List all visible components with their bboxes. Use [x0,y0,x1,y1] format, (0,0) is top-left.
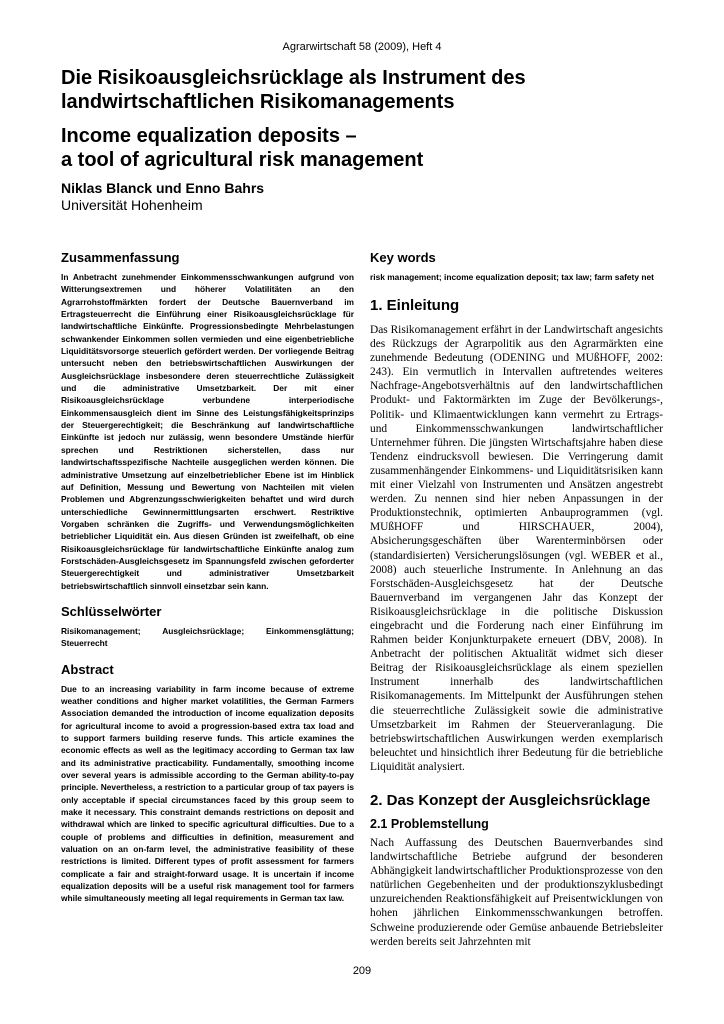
right-column [370,250,663,949]
journal-header: Agrarwirtschaft 58 (2009), Heft 4 [282,41,442,53]
german-title [61,66,671,114]
zusammenfassung-heading: Zusammenfassung [61,250,180,265]
authors: Niklas Blanck und Enno Bahrs [61,180,265,196]
schluesselwoerter-heading: Schlüsselwörter [61,603,162,619]
english-title [61,124,671,172]
title-block [61,66,671,214]
abstract-text: Due to an increasing variability in farm income because of extreme weather conditions and higher market volatilities, the German Farmers Association demanded the introduction of income equalization deposits for agricultural income to avoid a progression-based extra tax load and to support farmers building reserve funds. This article examines the economic effects as well as the legitimacy according to German tax law and its administrative practicability. Fundamentally, smoothing income over several years is admissible according to the German ability-to-pay principle. Nevertheless, a restriction to a particular group of tax payers is only acceptable if special circumstances faced by this group seem to make it necessary. This constraint demands restrictions on deposit and withdrawal which are linked to specific agricultural difficulties. Due to a couple of problems and difficulties in definition, measurement and valuation on an on-farm level, the administrative feasibility of these restrictions is limited. Different types of profit assessment for farmers complicate a fair and straight-forward usage. It is uncertain if income equalization deposits will be a useful risk management tool for farmers while simultaneously meeting all legal requirements in German tax law. [61,683,354,904]
section-1-heading: 1. Einleitung [370,297,460,314]
section-1-text: Das Risikomanagement erfährt in der Landwirtschaft angesichts des Rückzugs der Agrarpolitik aus den Agrarmärkten eine zunehmende Bedeutung (ODENING und MUßHOFF, 2002: 243). Ein vermutlich in Intervallen auftretendes weiteres Nachfrage-Angebotsverhältnis auf den landwirtschaftlichen Produkt- und Faktormärkten im Zuge der Bevölkerungs-, Politik- und Klimaentwicklungen kann vermehrt zu Ertrags- und Einkommensschwankungen landwirtschaftlicher Unternehmer führen. Die jüngsten Wirtschaftsjahre haben diese Tendenz eindrucksvoll bewiesen. Die Verringerung damit zusammenhängender Einkommens- und Liquiditätsrisiken kann mit einer Vielzahl von Instrumenten und Ansätzen angestrebt werden. Zu nennen sind hier neben Anpassungen in der Produktionstechnik, optimierten Anbauprogrammen (vgl. MUßHOFF und HIRSCHAUER, 2004), Absicherungsgeschäften über Warenterminbörsen oder (standardisierten) Versicherungslösungen (vgl. WEBER et al., 2008) auch steuerliche Instrumente. In Anlehnung an das Forstschäden-Ausgleichsgesetz hat der Deutsche Bauernverband im vergangenen Jahr das Konzept der Risikoausgleichsrücklage in die politische Diskussion eingebracht und die Forderung nach einer Einführung im Rahmen beider Konjunkturpakete erneuert (DBV, 2008). In Anbetracht der politischen Aktualität widmet sich dieser Beitrag der Risikoausgleichsrücklage als einem speziellen Instrument innerhalb des landwirtschaftlichen Risikomanagements. Im Mittelpunkt der Ausführungen stehen die steuerrechtliche Zulässigkeit sowie die administrative Umsetzbarkeit im Rahmen der Steuerveranlagung. Die betriebswirtschaftlichen Auswirkungen werden exemplarisch beleuchtet und hinsichtlich ihrer Bedeutung für die betriebliche Liquidität analysiert. [370,324,663,773]
keywords-heading: Key words [370,250,436,265]
schluesselwoerter-text: Risikomanagement; Ausgleichsrücklage; Einkommensglättung; Steuerrecht [61,625,354,649]
german-title-line-1: Die Risikoausgleichsrücklage als Instrument des [61,67,526,89]
german-title-line-2: landwirtschaftlichen Risikomanagements [61,91,455,113]
section-2-1-text: Nach Auffassung des Deutschen Bauernverbandes sind landwirtschaftliche Betriebe aufgrund der besonderen Abhängigkeit landwirtschaftlicher Produktionsprozesse von den natürlichen Gegebenheiten und der produktionszyklusbedingt unzureichenden Reaktionsfähigkeit auf Preisentwicklungen von hohen jährlichen Einkommensschwankungen betroffen. Schweine produzierende oder Gemüse anbauende Betriebsleiter werden bereits seit Jahrzehnten mit [370,837,663,948]
english-title-line-1: Income equalization deposits – [61,125,357,147]
left-column [61,250,354,905]
page-number: 209 [352,965,372,977]
abstract-heading: Abstract [61,661,114,677]
zusammenfassung-text: In Anbetracht zunehmender Einkommensschwankungen aufgrund von Witterungsextremen und höherer Volatilitäten an den Agrarrohstoffmärkten fordert der Deutsche Bauernverband im Ertragsteuerrecht die Einführung einer Risikoausgleichsrücklage für landwirtschaftliche Einkünfte. Progressionsbedingte Mehrbelastungen schwankender Einkommen sollen vermieden und eine eigenbetriebliche Liquiditätsvorsorge steuerlich gefördert werden. Der vorliegende Beitrag untersucht neben den betriebswirtschaftlichen Auswirkungen der Ausgleichsrücklage insbesondere deren steuerrechtliche Zulässigkeit und die administrative Umsetzbarkeit. Der mit einer Risikoausgleichsrücklage verbundene interperiodische Einkommensausgleich dient im Sinne des Leistungsfähigkeitsprinzips der Steuergerechtigkeit; die Beschränkung auf landwirtschaftliche Einkünfte ist jedoch nur zulässig, wenn besondere Umstände hierfür sprechen und Restriktionen sicherstellen, dass nur landwirtschaftsspezifische Nachteile ausgeglichen werden können. Die administrative Umsetzung auf einzelbetrieblicher Ebene ist im Hinblick auf Definition, Messung und Bewertung von Nachteilen mit vielen Problemen und Abgrenzungsschwierigkeiten behaftet und wird durch unterschiedliche Gewinnermittlungsarten erschwert. Restriktive Vorgaben schränken die Zugriffs- und Verwendungsmöglichkeiten betrieblicher Liquidität ein. Aus diesen Gründen ist zweifelhaft, ob eine Risikoausgleichsrücklage für landwirtschaftliche Einkünfte analog zum Forstschäden-Ausgleichsgesetz im Spannungsfeld zwischen geforderter Steuergerechtigkeit und administrativer Umsetzbarkeit betriebswirtschaftlich sinnvoll einsetzbar sein kann. [61,272,354,591]
english-title-line-2: a tool of agricultural risk management [61,149,424,171]
section-2-heading: 2. Das Konzept der Ausgleichsrücklage [370,792,651,809]
keywords-text: risk management; income equalization deposit; tax law; farm safety net [370,272,654,282]
section-2-1-heading: 2.1 Problemstellung [370,817,489,831]
affiliation: Universität Hohenheim [61,197,203,213]
